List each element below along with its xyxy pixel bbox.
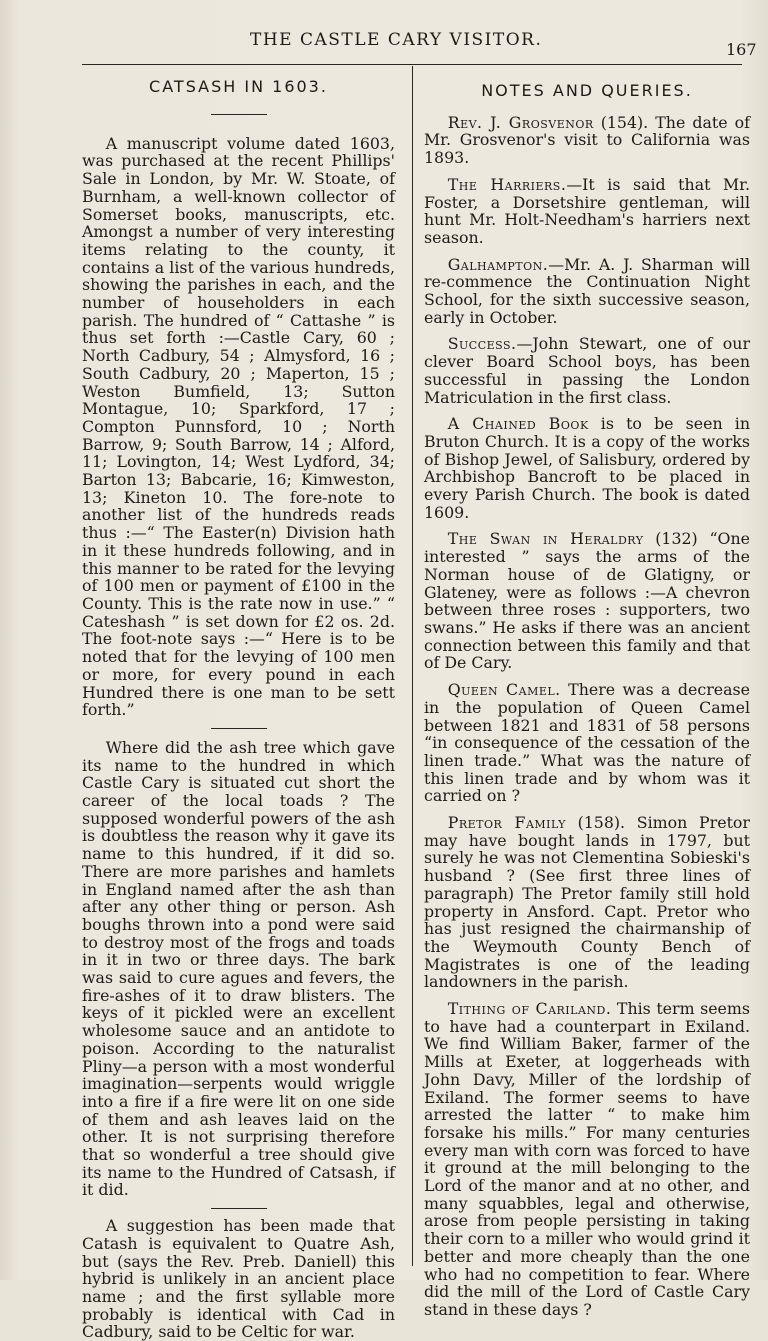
note-text: is to be seen in Bruton Church. It is a copy of the works of Bishop Jewel, of Salisbury, ordered by Archbishop Bancroft to be placed in every Parish Church. The book is dated 1609. xyxy=(424,414,750,522)
note-item xyxy=(424,176,750,247)
page-number: 167 xyxy=(726,40,757,59)
article-heading-catsash: CATSASH IN 1603. xyxy=(149,77,328,96)
note-lead: Tithing of Cariland. xyxy=(447,999,612,1019)
note-text: —John Stewart, one of our clever Board School boys, has been successful in passing the London Matriculation in the first class. xyxy=(424,334,750,407)
note-lead: A Chained Book xyxy=(447,414,589,434)
note-text: This term seems to have had a counterpart in Exiland. We find William Baker, farmer of the Mills at Exeter, at loggerheads with John Davy, Miller of the lordship of Exiland. The former seems to have arrested the latter “ to make him forsake his mills.” For many centuries every man with corn was forced to have it ground at the mill belonging to the Lord of the manor and at no other, and many squabbles, legal and otherwise, arose from people persisting in taking their corn to a miller who would grind it better and more cheaply than the one who had no competition to fear. Where did the mill of the Lord of Castle Cary stand in these days ? xyxy=(424,999,750,1319)
note-lead: Pretor Family xyxy=(447,813,566,833)
note-item xyxy=(424,415,750,521)
article-paragraph: A suggestion has been made that Catash is equivalent to Quatre Ash, but (says the Rev. Preb. Daniell) this hybrid is unlikely in an ancient place name ; and the first syllable more probably is identical with Cad in Cadbury, said to be Celtic for war. xyxy=(82,1216,395,1341)
note-item xyxy=(424,681,750,805)
article-heading-notes-and-queries: NOTES AND QUERIES. xyxy=(481,81,693,100)
paragraph-divider xyxy=(211,1208,267,1209)
column-divider xyxy=(412,66,413,1266)
article-paragraph: A manuscript volume dated 1603, was purchased at the recent Phillips' Sale in London, by Mr. W. Stoate, of Burnham, a well-known collector of Somerset books, manuscripts, etc. Amongst a number of very interesting items relating to the county, it contains a list of the various hundreds, showing the parishes in each, and the number of householders in each parish. The hundred of “ Cattashe ” is thus set forth :—Castle Cary, 60 ; North Cadbury, 54 ; Almysford, 16 ; South Cadbury, 20 ; Maperton, 15 ; Weston Bumfield, 13; Sutton Montague, 10; Sparkford, 17 ; Compton Punnsford, 10 ; North Barrow, 9; South Barrow, 14 ; Alford, 11; Lovington, 14; West Lydford, 34; Barton 13; Babcarie, 16; Kimweston, 13; Kineton 10. The fore-note to another list of the hundreds reads thus :—“ The Easter(n) Division hath in it these hundreds following, and in this manner to be rated for the levying of 100 men or payment of £100 in the County. This is the rate now in use.” “ Cateshash ” is set down for £2 os. 2d. The foot-note says :—“ Here is to be noted that for the levying of 100 men or more, for every pound in each Hundred there is one man to be sett forth.” xyxy=(82,133,395,720)
note-text: There was a decrease in the population of Queen Camel between 1821 and 1831 of 58 persons “in consequence of the cessation of the linen trade.” What was the nature of this linen trade and by whom was it carried on ? xyxy=(424,680,751,806)
note-lead: Queen Camel. xyxy=(447,680,561,700)
heading-divider xyxy=(211,114,267,115)
note-text: (158). Simon Pretor may have bought lands in 1797, but surely he was not Clementina Sobieski's husband ? (See first three lines of paragraph) The Pretor family still hold property in Ansford. Capt. Pretor who has just resigned the chairmanship of the Weymouth County Bench of Magistrates is one of the leading landowners in the parish. xyxy=(424,813,750,992)
note-text: —Mr. A. J. Sharman will re-commence the Continuation Night School, for the sixth successive season, early in October. xyxy=(424,254,750,327)
note-item xyxy=(424,530,750,672)
article-paragraph: Where did the ash tree which gave its name to the hundred in which Castle Cary is situated cut short the career of the local toads ? The supposed wonderful powers of the ash is doubtless the reason why it gave its name to this hundred, if it did so. There are more parishes and hamlets in England named after the ash than after any other thing or person. Ash boughs thrown into a pond were said to destroy most of the frogs and toads in it in two or three days. The bark was said to cure agues and fevers, the fire-ashes of it to draw blisters. The keys of it pickled were an excellent wholesome sauce and an antidote to poison. According to the naturalist Pliny—a person with a most wonderful imagination—serpents would wriggle into a fire if a fire were lit on one side of them and ash leaves laid on the other. It is not surprising therefore that so wonderful a tree should give its name to the Hundred of Catsash, if it did. xyxy=(82,737,395,1200)
note-item xyxy=(424,256,750,327)
header-rule xyxy=(82,64,742,65)
note-item xyxy=(424,1000,750,1319)
right-column xyxy=(424,74,750,1319)
note-text: (154). The date of Mr. Grosvenor's visit to California was 1893. xyxy=(424,112,750,168)
note-item xyxy=(424,335,750,406)
note-lead: Galhampton. xyxy=(447,254,549,274)
running-header-title: THE CASTLE CARY VISITOR. xyxy=(250,30,543,50)
note-lead: Success. xyxy=(447,334,517,354)
note-text: (132) “One interested ” says the arms of the Norman house of de Glatigny, or Glateney, were as follows :—A chevron between three roses : supporters, two swans.” He asks if there was an ancient connection between this family and that of De Cary. xyxy=(424,529,750,673)
note-lead: Rev. J. Grosvenor xyxy=(447,112,594,132)
note-lead: The Swan in Heraldry xyxy=(447,529,644,549)
left-column xyxy=(82,74,395,1341)
note-text: —It is said that Mr. Foster, a Dorsetshire gentleman, will hunt Mr. Holt-Needham's harriers next season. xyxy=(424,174,750,247)
note-lead: The Harriers. xyxy=(447,174,567,194)
note-item xyxy=(424,814,750,991)
paragraph-divider xyxy=(211,728,267,729)
note-item xyxy=(424,114,750,167)
